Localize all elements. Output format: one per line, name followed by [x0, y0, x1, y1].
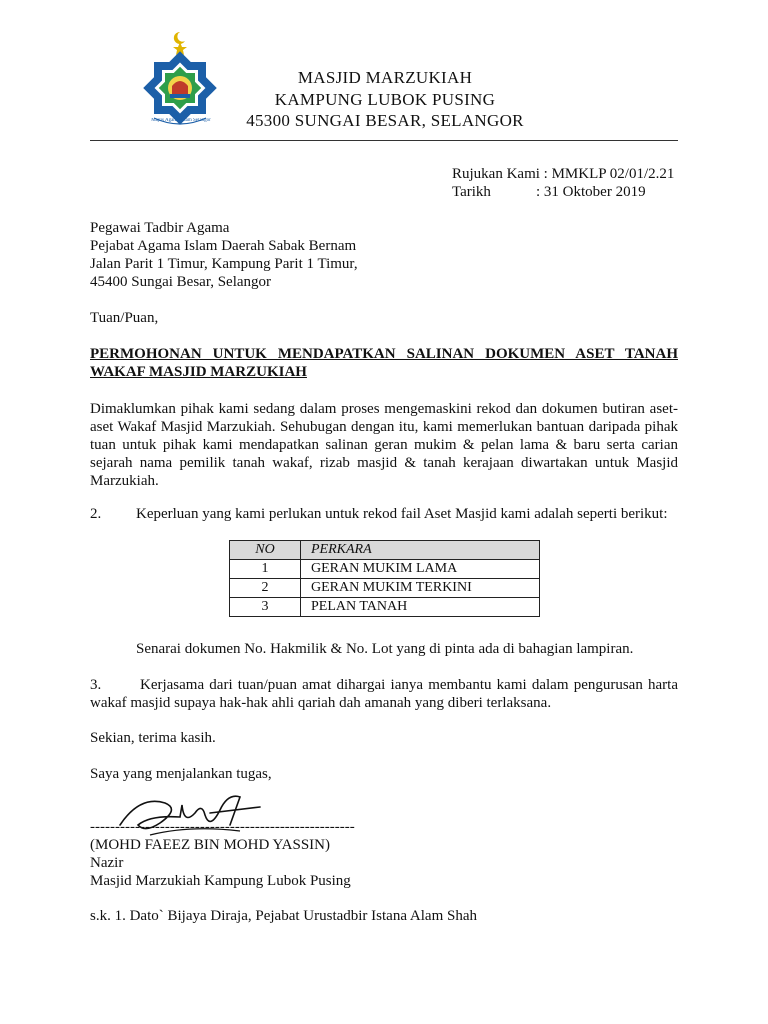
- signature-line: -----------------------------------------------------: [90, 819, 355, 835]
- closing-thanks: Sekian, terima kasih.: [90, 730, 216, 746]
- reference-row: [452, 165, 674, 183]
- paragraph-1-line: Marzukiah.: [90, 473, 159, 489]
- paragraph-3-line: Kerjasama dari tuan/puan amat dihargai ianya membantu kami dalam pengurusan harta: [140, 677, 678, 693]
- date-label: Tarikh: [452, 184, 491, 200]
- table-cell-item: GERAN MUKIM LAMA: [301, 560, 540, 579]
- header-address: 45300 SUNGAI BESAR, SELANGOR: [246, 111, 524, 130]
- table-cell-no: 1: [230, 560, 301, 579]
- date-row: [452, 183, 646, 201]
- header-divider: [90, 140, 678, 141]
- signatory-position: Nazir: [90, 855, 124, 871]
- header-mosque-name: MASJID MARZUKIAH: [297, 68, 473, 87]
- requirements-table: [229, 540, 540, 617]
- table-header-item: PERKARA: [301, 541, 540, 560]
- attachment-note: Senarai dokumen No. Hakmilik & No. Lot yang di pinta ada di bahagian lampiran.: [136, 641, 634, 657]
- recipient-line-1: Pegawai Tadbir Agama: [90, 220, 230, 236]
- paragraph-2-text: Keperluan yang kami perlukan untuk rekod fail Aset Masjid kami adalah seperti berikut:: [136, 506, 668, 522]
- reference-value: : MMKLP 02/01/2.21: [543, 166, 675, 182]
- table-header-no: NO: [230, 541, 301, 560]
- table-cell-item: GERAN MUKIM TERKINI: [301, 579, 540, 598]
- paragraph-1-line: aset Wakaf Masjid Marzukiah. Sehubugan dengan itu, kami memerlukan bantuan daripada pihak: [90, 419, 678, 435]
- paragraph-1-line: Dimaklumkan pihak kami sedang dalam proses mengemaskini rekod dan dokumen butiran aset-: [90, 401, 678, 417]
- paragraph-3-number: 3.: [90, 677, 102, 693]
- paragraph-3-second-line: wakaf masjid supaya hak-hak ahli qariah dah amanah yang diberi terlaksana.: [90, 695, 552, 711]
- table-cell-no: 2: [230, 579, 301, 598]
- table-header-row: [230, 541, 540, 560]
- paragraph-3-first-line: [140, 676, 678, 694]
- reference-label: Rujukan Kami: [452, 166, 540, 182]
- subject-line-2: WAKAF MASJID MARZUKIAH: [90, 364, 307, 380]
- paragraph-2-number: 2.: [90, 506, 102, 522]
- carbon-copy: s.k. 1. Dato` Bijaya Diraja, Pejabat Urustadbir Istana Alam Shah: [90, 908, 477, 924]
- signatory-organization: Masjid Marzukiah Kampung Lubok Pusing: [90, 873, 351, 889]
- table-cell-no: 3: [230, 598, 301, 617]
- signatory-name: (MOHD FAEEZ BIN MOHD YASSIN): [90, 837, 330, 853]
- salutation: Tuan/Puan,: [90, 310, 159, 326]
- table-row: [230, 579, 540, 598]
- paragraph-1-line: sejarah nama pemilik tanah wakaf, rizab masjid & tanah kerajaan diwartakan untuk Masjid: [90, 455, 678, 471]
- logo-caption: Majlis Agama Islam Selangor: [151, 118, 211, 123]
- paragraph-1-line: tuan untuk pihak kami mendapatkan salinan geran mukim & pelan lama & baru serta carian: [90, 437, 678, 453]
- recipient-line-2: Pejabat Agama Islam Daerah Sabak Bernam: [90, 238, 357, 254]
- recipient-line-3: Jalan Parit 1 Timur, Kampung Parit 1 Timur,: [90, 256, 358, 272]
- subject-line-1: PERMOHONAN UNTUK MENDAPATKAN SALINAN DOKUMEN ASET TANAH: [90, 346, 678, 362]
- subject: [90, 345, 678, 381]
- table-cell-item: PELAN TANAH: [301, 598, 540, 617]
- recipient-line-4: 45400 Sungai Besar, Selangor: [90, 274, 272, 290]
- table-row: [230, 560, 540, 579]
- closing-duty: Saya yang menjalankan tugas,: [90, 766, 272, 782]
- table-row: [230, 598, 540, 617]
- date-value: : 31 Oktober 2019: [536, 184, 646, 200]
- header-village: KAMPUNG LUBOK PUSING: [274, 90, 496, 109]
- body-paragraph-1: [90, 400, 678, 490]
